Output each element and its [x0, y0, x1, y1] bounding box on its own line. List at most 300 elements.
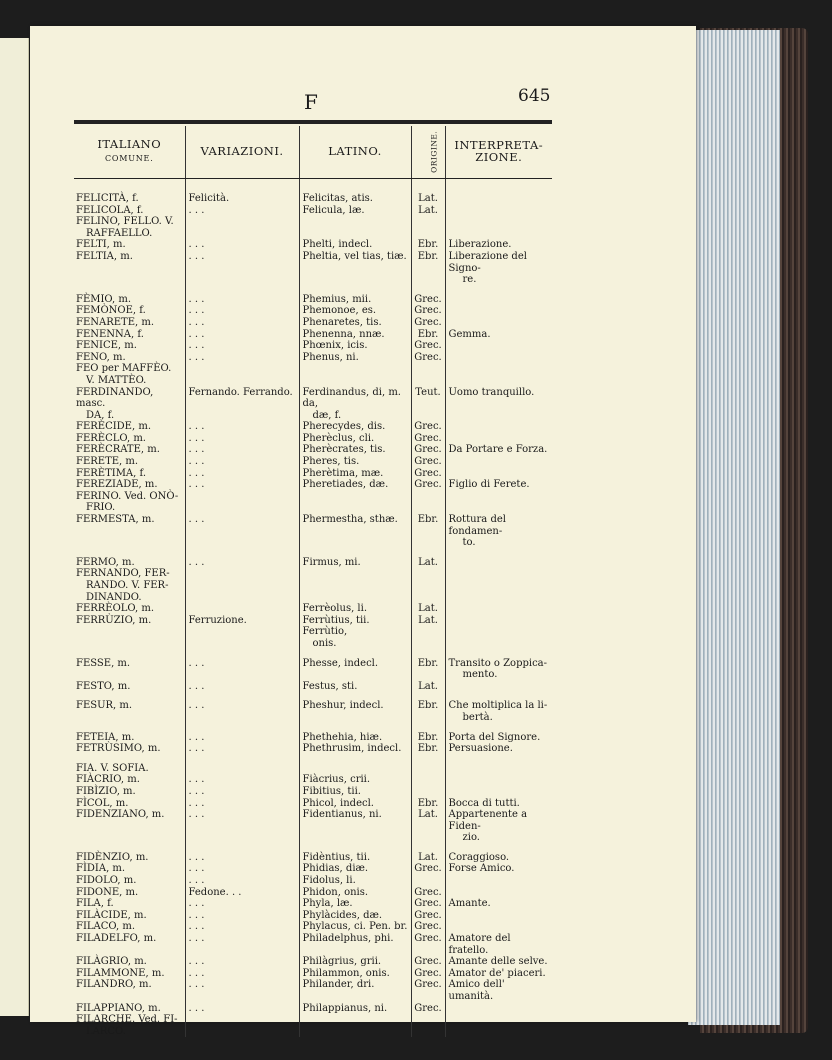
cell-text: FELINO, FELLO. V.	[76, 216, 174, 228]
spacer-cell	[411, 549, 445, 557]
table-row	[74, 615, 552, 650]
spacer-cell	[185, 650, 299, 658]
cell-text: Ferrùtius, tii. Ferrùtio,	[302, 614, 370, 638]
cell-text: . . .	[188, 700, 205, 712]
cell-text: Pheretiades, dæ.	[302, 479, 389, 491]
cell-lat	[299, 479, 411, 491]
cell-text: . . .	[188, 680, 205, 692]
cell-it	[74, 603, 185, 615]
cell-interp	[445, 456, 552, 468]
cell-text: . . .	[188, 293, 205, 305]
cell-text: FERMESTA, m.	[76, 514, 155, 526]
cell-it	[74, 732, 185, 744]
cell-orig	[411, 658, 445, 681]
table-row	[74, 568, 552, 603]
cell-text: FERÈCRATE, m.	[76, 444, 160, 456]
cell-text: Da Portare e Forza.	[448, 444, 548, 456]
spacer-cell	[445, 755, 552, 763]
cell-interp	[445, 205, 552, 217]
cell-it	[74, 317, 185, 329]
cell-text: Lat.	[418, 556, 438, 568]
cell-text: dæ, f.	[312, 409, 342, 421]
book-page	[30, 26, 696, 1037]
cell-text: Grec.	[414, 956, 442, 968]
cell-var	[185, 615, 299, 650]
spacer-cell	[74, 844, 185, 852]
cell-text: FERDINANDO, masc.	[76, 386, 154, 410]
spacer-cell	[74, 724, 185, 732]
table-row	[74, 363, 552, 386]
cell-orig	[411, 340, 445, 352]
cell-orig	[411, 700, 445, 723]
table-row	[74, 887, 552, 899]
cell-text: FELTI, m.	[76, 239, 126, 251]
cell-var	[185, 1014, 299, 1037]
table-row	[74, 921, 552, 933]
cell-text: FILACO, m.	[76, 921, 136, 933]
cell-text: Pheres, tis.	[302, 456, 360, 468]
cell-interp	[445, 852, 552, 864]
cell-text: DA, f.	[86, 409, 115, 421]
cell-lat	[299, 363, 411, 386]
spacer-cell	[185, 692, 299, 700]
cell-var	[185, 216, 299, 239]
cell-orig	[411, 444, 445, 456]
cell-text: Grec.	[414, 933, 442, 945]
cell-lat	[299, 216, 411, 239]
cell-interp	[445, 352, 552, 364]
cell-text: Figlio di Ferete.	[448, 479, 530, 491]
cell-text: FERÈTIMA, f.	[76, 467, 147, 479]
spacer-cell	[185, 844, 299, 852]
cell-lat	[299, 514, 411, 549]
cell-it	[74, 1014, 185, 1037]
cell-it	[74, 863, 185, 875]
cell-text: Rottura del fondamen-	[448, 514, 506, 537]
cell-text: onis.	[312, 637, 337, 649]
cell-it	[74, 956, 185, 968]
cell-lat	[299, 433, 411, 445]
cell-var	[185, 468, 299, 480]
cell-orig	[411, 205, 445, 217]
cell-text: Pheltia, vel tias, tiæ.	[302, 250, 407, 262]
cell-text: . . .	[188, 239, 205, 251]
cell-orig	[411, 568, 445, 603]
cell-orig	[411, 179, 445, 205]
cell-interp	[445, 329, 552, 341]
cell-text: Uomo tranquillo.	[448, 386, 535, 398]
table-row	[74, 239, 552, 251]
table-row	[74, 875, 552, 887]
cell-var	[185, 239, 299, 251]
cell-text: re.	[462, 274, 477, 286]
table-row	[74, 933, 552, 956]
cell-text: Phylàcides, dæ.	[302, 909, 383, 921]
cell-text: Amante delle selve.	[448, 956, 548, 968]
cell-interp	[445, 863, 552, 875]
cell-text: Fidolus, li.	[302, 875, 356, 887]
cell-text: Ferdinandus, di, m. da,	[302, 386, 401, 410]
spacer-cell	[74, 549, 185, 557]
cell-interp	[445, 700, 552, 723]
cell-it	[74, 658, 185, 681]
cell-text: zio.	[462, 832, 480, 844]
spacer-cell	[299, 286, 411, 294]
cell-interp	[445, 875, 552, 887]
cell-text: FILÀGRIO, m.	[76, 956, 147, 968]
cell-text: . . .	[188, 979, 205, 991]
cell-var	[185, 433, 299, 445]
cell-lat	[299, 732, 411, 744]
cell-text: . . .	[188, 479, 205, 491]
cell-text: FILA, f.	[76, 898, 114, 910]
cell-lat	[299, 875, 411, 887]
cell-var	[185, 910, 299, 922]
cell-text: FERINO. Ved. ONÒ-	[76, 490, 179, 502]
cell-text: . . .	[188, 909, 205, 921]
table-row	[74, 294, 552, 306]
cell-it	[74, 205, 185, 217]
cell-text: FIBÌZIO, m.	[76, 785, 136, 797]
cell-orig	[411, 456, 445, 468]
table-row	[74, 205, 552, 217]
cell-var	[185, 732, 299, 744]
table-row	[74, 305, 552, 317]
cell-text: . . .	[188, 1002, 205, 1014]
cell-orig	[411, 681, 445, 693]
spacer-cell	[445, 692, 552, 700]
cell-text: Lat.	[418, 193, 438, 204]
cell-lat	[299, 1014, 411, 1037]
cell-text: Pherècrates, tis.	[302, 444, 386, 456]
cell-text: Phethrusim, indecl.	[302, 743, 402, 755]
cell-lat	[299, 933, 411, 956]
cell-orig	[411, 956, 445, 968]
cell-lat	[299, 910, 411, 922]
cell-text: FIDENZIANO, m.	[76, 809, 165, 821]
cell-orig	[411, 329, 445, 341]
cell-text: Amante.	[448, 898, 491, 910]
cell-orig	[411, 305, 445, 317]
cell-text: RAFFAELLO.	[86, 227, 153, 239]
cell-text: Grec.	[414, 967, 442, 979]
table-row	[74, 743, 552, 755]
cell-lat	[299, 239, 411, 251]
cell-text: Grec.	[414, 1002, 442, 1014]
cell-text: Ebr.	[417, 328, 439, 340]
cell-text: . . .	[188, 657, 205, 669]
cell-it	[74, 352, 185, 364]
cell-text: RANDO. V. FER-	[86, 580, 169, 591]
cell-orig	[411, 239, 445, 251]
cell-text: Pherecydes, dis.	[302, 421, 386, 433]
cell-text: FERÈCIDE, m.	[76, 421, 152, 433]
cell-var	[185, 809, 299, 844]
cell-text: FIA. V. SOFIA.	[76, 762, 149, 774]
cell-text: FRIO.	[86, 502, 116, 514]
cell-text: . . .	[188, 467, 205, 479]
cell-text: Fidèntius, tii.	[302, 851, 371, 863]
cell-interp	[445, 340, 552, 352]
cell-text: Ebr.	[417, 797, 439, 809]
cell-text: Pheshur, indecl.	[302, 700, 384, 712]
cell-text: Grec.	[414, 340, 442, 352]
cell-lat	[299, 852, 411, 864]
cell-text: FENICE, m.	[76, 340, 137, 352]
cell-interp	[445, 387, 552, 422]
table-row	[74, 557, 552, 569]
cell-it	[74, 340, 185, 352]
cell-interp	[445, 933, 552, 956]
cell-lat	[299, 774, 411, 786]
section-letter: F	[304, 90, 318, 114]
cell-text: FERETE, m.	[76, 456, 139, 468]
cell-it	[74, 898, 185, 910]
cell-it	[74, 557, 185, 569]
col-origine: ORIGINE.	[411, 126, 445, 179]
cell-orig	[411, 786, 445, 798]
cell-lat	[299, 444, 411, 456]
cell-lat	[299, 956, 411, 968]
cell-text: bertà.	[462, 711, 493, 723]
cell-var	[185, 387, 299, 422]
cell-orig	[411, 798, 445, 810]
cell-text: FEREZIADE, m.	[76, 479, 158, 491]
spacer-cell	[445, 724, 552, 732]
table-row	[74, 786, 552, 798]
spacer-cell	[411, 650, 445, 658]
spacer-cell	[74, 755, 185, 763]
cell-orig	[411, 491, 445, 514]
cell-interp	[445, 743, 552, 755]
cell-orig	[411, 910, 445, 922]
cell-lat	[299, 340, 411, 352]
cell-orig	[411, 809, 445, 844]
cell-text: Phesse, indecl.	[302, 657, 379, 669]
col-italiano: ITALIANO COMUNE.	[74, 126, 185, 179]
table-row	[74, 468, 552, 480]
cell-text: FILADELFO, m.	[76, 933, 157, 945]
cell-var	[185, 305, 299, 317]
cell-interp	[445, 809, 552, 844]
cell-interp	[445, 681, 552, 693]
cell-lat	[299, 387, 411, 422]
cell-var	[185, 921, 299, 933]
cell-text: FELICOLA, f.	[76, 204, 144, 216]
cell-text: Grec.	[414, 467, 442, 479]
table-row	[74, 340, 552, 352]
cell-text: . . .	[188, 743, 205, 755]
cell-var	[185, 933, 299, 956]
cell-text: Ferruzione.	[188, 614, 247, 626]
table-row	[74, 352, 552, 364]
cell-text: FIDÈNZIO, m.	[76, 851, 149, 863]
cell-text: FETEIA, m.	[76, 731, 135, 743]
cell-lat	[299, 317, 411, 329]
cell-lat	[299, 763, 411, 775]
cell-var	[185, 875, 299, 887]
table-row	[74, 763, 552, 775]
cell-text: Phicol, indecl.	[302, 797, 374, 809]
table-row	[74, 863, 552, 875]
cell-text: Lat.	[418, 204, 438, 216]
col-latino: LATINO.	[299, 126, 411, 179]
cell-text: Persuasione.	[448, 743, 513, 755]
cell-text: . . .	[188, 340, 205, 352]
cell-text: Felicità.	[188, 193, 230, 204]
table-row	[74, 479, 552, 491]
cell-var	[185, 1003, 299, 1015]
cell-text: . . .	[188, 774, 205, 786]
cell-lat	[299, 468, 411, 480]
cell-interp	[445, 363, 552, 386]
table-row	[74, 898, 552, 910]
cell-text: Grec.	[414, 979, 442, 991]
cell-interp	[445, 491, 552, 514]
cell-interp	[445, 1003, 552, 1015]
cell-text: Grec.	[414, 479, 442, 491]
cell-text: Ferrèolus, li.	[302, 603, 368, 615]
cell-text: Pherètima, mæ.	[302, 467, 384, 479]
cell-interp	[445, 968, 552, 980]
cell-var	[185, 898, 299, 910]
spacer-cell	[74, 692, 185, 700]
cell-text: . . .	[188, 305, 205, 317]
cell-text: Teut.	[415, 386, 441, 398]
cell-lat	[299, 491, 411, 514]
cell-interp	[445, 317, 552, 329]
left-page-edge	[0, 38, 29, 1016]
cell-text: Grec.	[414, 921, 442, 933]
cell-text: . . .	[188, 514, 205, 526]
spacer-cell	[299, 724, 411, 732]
cell-text: FÌDIA, m.	[76, 863, 126, 875]
cell-var	[185, 786, 299, 798]
cell-lat	[299, 979, 411, 1002]
table-row	[74, 852, 552, 864]
cell-text: FENARETE, m.	[76, 316, 155, 328]
cell-lat	[299, 700, 411, 723]
cell-text: Phermestha, sthæ.	[302, 514, 398, 526]
table-row	[74, 732, 552, 744]
cell-interp	[445, 444, 552, 456]
cell-orig	[411, 317, 445, 329]
cell-it	[74, 216, 185, 239]
cell-it	[74, 179, 185, 205]
cell-it	[74, 456, 185, 468]
table-row	[74, 956, 552, 968]
cell-orig	[411, 514, 445, 549]
cell-var	[185, 956, 299, 968]
cell-text: . . .	[188, 863, 205, 875]
header-rule	[74, 120, 552, 124]
cell-var	[185, 294, 299, 306]
cell-text: Grec.	[414, 444, 442, 456]
cell-interp	[445, 786, 552, 798]
cell-text: Lat.	[418, 680, 438, 692]
cell-var	[185, 421, 299, 433]
cell-orig	[411, 732, 445, 744]
cell-text: Ebr.	[417, 514, 439, 526]
cell-interp	[445, 468, 552, 480]
cell-text: FIDONE, m.	[76, 886, 139, 898]
cell-it	[74, 444, 185, 456]
spacer-cell	[299, 549, 411, 557]
cell-text: Philadelphus, phi.	[302, 933, 394, 945]
cell-text: Fiàcrius, crii.	[302, 774, 371, 786]
cell-var	[185, 456, 299, 468]
cell-it	[74, 921, 185, 933]
cell-text: Grec.	[414, 432, 442, 444]
cell-text: FEMÒNOE, f.	[76, 305, 146, 317]
cell-var	[185, 863, 299, 875]
table-row	[74, 421, 552, 433]
cell-text: . . .	[188, 851, 205, 863]
cell-it	[74, 239, 185, 251]
cell-var	[185, 352, 299, 364]
col-variazioni: VARIAZIONI.	[185, 126, 299, 179]
cell-lat	[299, 786, 411, 798]
spacer-cell	[445, 286, 552, 294]
cell-it	[74, 433, 185, 445]
cell-text: Ebr.	[417, 731, 439, 743]
cell-text: Ebr.	[417, 743, 439, 755]
cell-lat	[299, 603, 411, 615]
cell-text: . . .	[188, 967, 205, 979]
cell-lat	[299, 898, 411, 910]
cell-orig	[411, 615, 445, 650]
cell-text: Phemonoe, es.	[302, 305, 377, 317]
col-interpretazione: INTERPRETA-ZIONE.	[445, 126, 552, 179]
cell-text: . . .	[188, 809, 205, 821]
cell-text: Philàgrius, grii.	[302, 956, 382, 968]
cell-text: . . .	[188, 316, 205, 328]
cell-interp	[445, 179, 552, 205]
cell-text: . . .	[188, 432, 205, 444]
cell-text: . . .	[188, 875, 205, 887]
cell-it	[74, 700, 185, 723]
cell-lat	[299, 305, 411, 317]
cell-interp	[445, 921, 552, 933]
cell-interp	[445, 294, 552, 306]
spacer-cell	[185, 286, 299, 294]
spacer-cell	[445, 650, 552, 658]
cell-lat	[299, 968, 411, 980]
cell-text: Amatore del fratello.	[448, 933, 511, 956]
cell-var	[185, 774, 299, 786]
cell-it	[74, 743, 185, 755]
cell-text: FILANDRO, m.	[76, 979, 152, 991]
cell-it	[74, 979, 185, 1002]
cell-interp	[445, 1014, 552, 1037]
table-row	[74, 179, 552, 205]
cell-var	[185, 568, 299, 603]
cell-it	[74, 852, 185, 864]
table-row	[74, 1014, 552, 1037]
cell-lat	[299, 1003, 411, 1015]
cell-lat	[299, 294, 411, 306]
cell-text: Grec.	[414, 898, 442, 910]
cell-text: . . .	[188, 351, 205, 363]
cell-text: FESUR, m.	[76, 700, 133, 712]
cell-lat	[299, 568, 411, 603]
cell-var	[185, 444, 299, 456]
cell-orig	[411, 763, 445, 775]
cell-lat	[299, 557, 411, 569]
cell-interp	[445, 479, 552, 491]
spacer-cell	[411, 724, 445, 732]
cell-it	[74, 387, 185, 422]
